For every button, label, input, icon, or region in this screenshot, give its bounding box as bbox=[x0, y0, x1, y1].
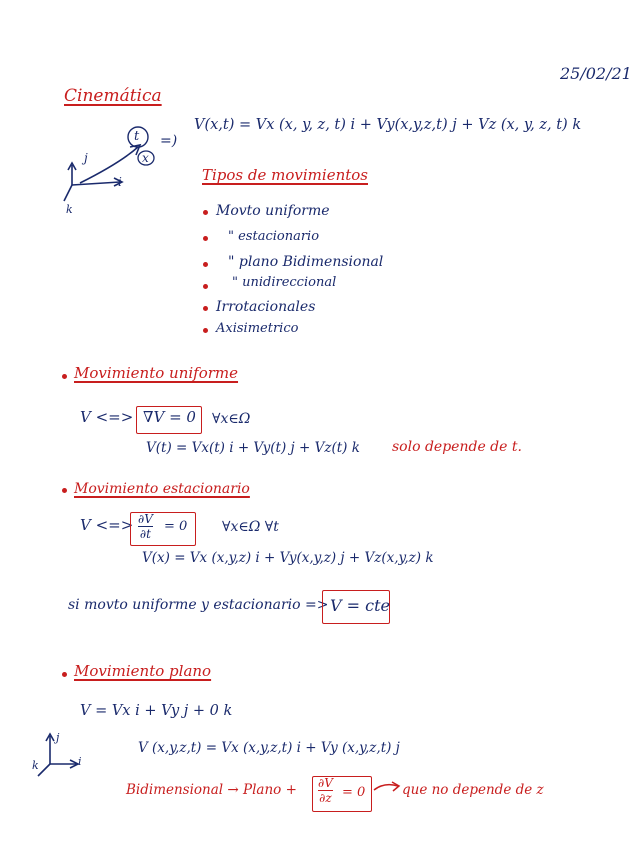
plano-bidimensional: Bidimensional → Plano + bbox=[126, 782, 297, 798]
velocity-field-equation: V(x,t) = Vx (x, y, z, t) i + Vy(x,y,z,t) j + Vz (x, y, z, t) k bbox=[194, 117, 582, 133]
uniforme-boxed-equation: ∇V = 0 bbox=[143, 408, 196, 426]
fraction-denominator: ∂z bbox=[319, 791, 332, 805]
list-item: " estacionario bbox=[228, 229, 320, 244]
bullet-icon bbox=[203, 284, 208, 289]
fraction-denominator: ∂t bbox=[139, 527, 151, 541]
plano-equation-2: V (x,y,z,t) = Vx (x,y,z,t) i + Vy (x,y,z,t) j bbox=[138, 740, 400, 756]
plano-fraction bbox=[318, 777, 333, 804]
axis-label-j: j bbox=[84, 151, 88, 165]
bullet-icon bbox=[203, 236, 208, 241]
plano-fraction-rhs: = 0 bbox=[342, 785, 366, 800]
axis-label-x: x bbox=[142, 151, 149, 165]
estacionario-condition: ∀x∈Ω ∀t bbox=[222, 519, 279, 535]
date: 25/02/21 bbox=[560, 64, 632, 83]
axis-label-i: i bbox=[118, 175, 122, 189]
estacionario-fraction bbox=[138, 513, 153, 540]
plano-note: que no depende de z bbox=[402, 782, 544, 798]
bullet-icon bbox=[203, 328, 208, 333]
list-item: " plano Bidimensional bbox=[228, 254, 384, 270]
bullet-icon bbox=[203, 306, 208, 311]
implies-arrow: =) bbox=[160, 133, 178, 149]
bullet-icon bbox=[203, 262, 208, 267]
axis-label-k: k bbox=[32, 759, 39, 772]
uniforme-heading: Movimiento uniforme bbox=[74, 364, 239, 382]
fraction-numerator: ∂V bbox=[138, 512, 153, 526]
estacionario-fraction-rhs: = 0 bbox=[164, 519, 188, 534]
uniforme-equation: V(t) = Vx(t) i + Vy(t) j + Vz(t) k bbox=[146, 440, 360, 456]
list-item: Movto uniforme bbox=[216, 203, 330, 219]
list-item: Irrotacionales bbox=[216, 299, 316, 315]
bullet-icon bbox=[62, 672, 67, 677]
axis-label-k: k bbox=[66, 203, 73, 216]
uniforme-condition: ∀x∈Ω bbox=[212, 411, 251, 427]
estacionario-lhs: V <=> bbox=[80, 516, 134, 534]
bullet-icon bbox=[62, 374, 67, 379]
list-item: " unidireccional bbox=[232, 275, 337, 290]
axis-label-j: j bbox=[56, 731, 60, 744]
bullet-icon bbox=[62, 488, 67, 493]
uniforme-note: solo depende de t. bbox=[392, 439, 522, 455]
list-item: Axisimetrico bbox=[216, 321, 299, 336]
estacionario-equation: V(x) = Vx (x,y,z) i + Vy(x,y,z) j + Vz(x,y,z) k bbox=[142, 550, 434, 566]
estacionario-heading: Movimiento estacionario bbox=[74, 481, 250, 497]
page-title: Cinemática bbox=[64, 86, 162, 106]
axis-label-t: t bbox=[134, 129, 140, 144]
bullet-icon bbox=[203, 210, 208, 215]
uniforme-lhs: V <=> bbox=[80, 408, 134, 426]
plano-equation-1: V = Vx i + Vy j + 0 k bbox=[80, 703, 233, 719]
combined-text: si movto uniforme y estacionario => bbox=[68, 597, 329, 613]
plano-heading: Movimiento plano bbox=[74, 662, 212, 680]
fraction-numerator: ∂V bbox=[318, 776, 333, 790]
tipos-heading: Tipos de movimientos bbox=[202, 166, 368, 184]
combined-boxed-equation: V = cte bbox=[330, 596, 390, 615]
arrow-right-icon bbox=[372, 780, 402, 796]
axis-label-i: i bbox=[78, 755, 82, 768]
